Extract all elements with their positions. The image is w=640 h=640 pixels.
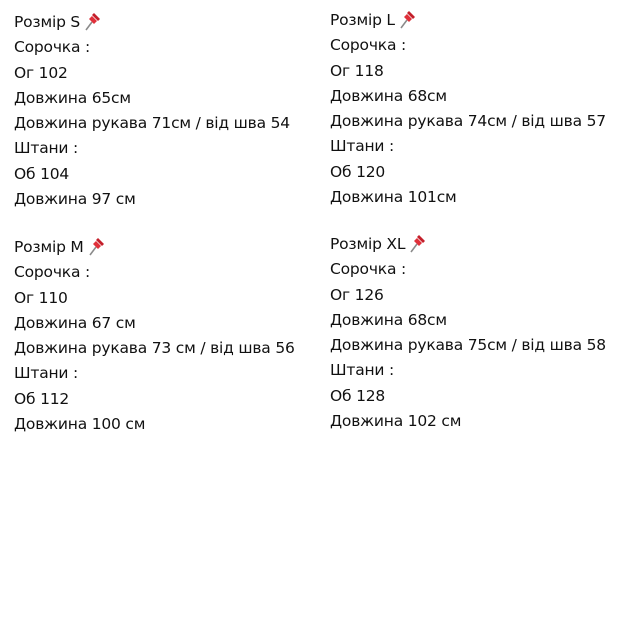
hip-measure: Об 128	[330, 386, 386, 405]
shirt-label: Сорочка :	[330, 36, 406, 55]
shirt-length: Довжина 67 см	[14, 313, 136, 332]
size-title-row	[330, 8, 635, 33]
shirt-length: Довжина 68см	[330, 86, 447, 105]
pants-label: Штани :	[14, 364, 79, 383]
sleeve-length: Довжина рукава 71см / від шва 54	[14, 114, 290, 133]
hip-measure: Об 104	[14, 164, 70, 183]
shirt-label: Сорочка :	[14, 38, 90, 57]
pants-label: Штани :	[14, 139, 79, 158]
size-block-l	[330, 8, 635, 210]
pants-label: Штани :	[330, 361, 395, 380]
hip-measure: Об 120	[330, 162, 386, 181]
size-title: Розмір М	[14, 238, 84, 256]
shirt-length: Довжина 68см	[330, 310, 447, 329]
pushpin-icon	[398, 8, 418, 30]
size-title: Розмір S	[14, 13, 81, 31]
chest-measure: Ог 126	[330, 285, 384, 304]
sleeve-length: Довжина рукава 75см / від шва 58	[330, 336, 606, 355]
chest-measure: Ог 102	[14, 63, 68, 82]
size-block-xl	[330, 232, 635, 434]
sleeve-length: Довжина рукава 74см / від шва 57	[330, 112, 606, 131]
size-block-s	[14, 10, 319, 212]
pants-length: Довжина 100 см	[14, 415, 146, 434]
size-title-row	[14, 235, 319, 260]
pushpin-icon	[87, 235, 107, 257]
pushpin-icon	[408, 232, 428, 254]
size-title-row	[330, 232, 635, 257]
pushpin-icon	[83, 10, 103, 32]
chest-measure: Ог 110	[14, 288, 68, 307]
pants-label: Штани :	[330, 137, 395, 156]
chest-measure: Ог 118	[330, 61, 384, 80]
shirt-label: Сорочка :	[14, 263, 90, 282]
hip-measure: Об 112	[14, 389, 70, 408]
pants-length: Довжина 102 см	[330, 412, 462, 431]
size-title-row	[14, 10, 319, 35]
pants-length: Довжина 97 см	[14, 190, 136, 209]
size-title: Розмір L	[330, 11, 395, 29]
sleeve-length: Довжина рукава 73 см / від шва 56	[14, 339, 295, 358]
shirt-length: Довжина 65см	[14, 88, 131, 107]
pants-length: Довжина 101см	[330, 188, 457, 207]
shirt-label: Сорочка :	[330, 260, 406, 279]
size-block-m	[14, 235, 319, 437]
size-title: Розмір XL	[330, 235, 406, 253]
